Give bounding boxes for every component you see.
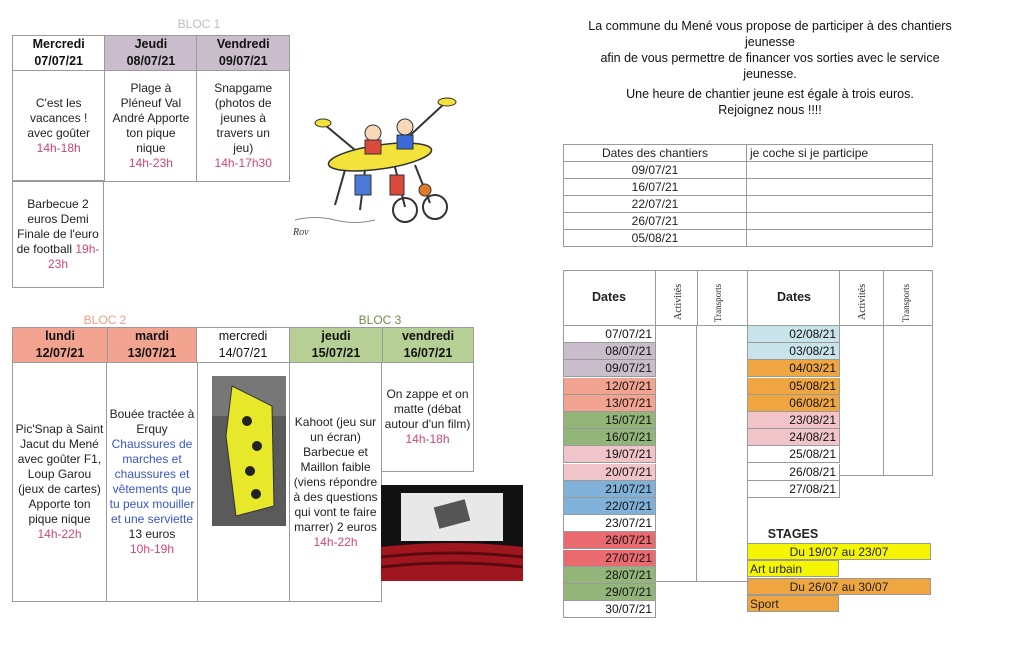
- kayak-illustration: [285, 95, 470, 245]
- bloc1-title: BLOC 1: [177, 17, 221, 31]
- inscription-date: 20/07/21: [563, 464, 656, 481]
- inscription-date: 16/07/21: [563, 429, 656, 446]
- transports-header-left: Transports: [713, 283, 723, 322]
- bloc1-header-jeudi: Jeudi 08/07/21: [105, 36, 197, 71]
- chantiers-table: [563, 144, 933, 247]
- chantier-date: 16/07/21: [564, 179, 747, 196]
- inscription-date: 03/08/21: [747, 343, 840, 360]
- inscription-date: 23/07/21: [563, 515, 656, 532]
- inscription-date: 02/08/21: [747, 326, 840, 343]
- inscription-date: 23/08/21: [747, 412, 840, 429]
- bloc2-header-mercredi: mercredi 14/07/21: [197, 328, 290, 363]
- inscription-date: 06/08/21: [747, 395, 840, 412]
- chantier-check[interactable]: [747, 179, 933, 196]
- bloc1-activity-jeudi: Plage à Pléneuf Val André Apporte ton pique nique 14h-23h: [105, 71, 197, 182]
- inscription-date: 04/03/21: [747, 360, 840, 377]
- inscription-date: 27/08/21: [747, 481, 840, 498]
- chantier-check[interactable]: [747, 230, 933, 247]
- bloc3-header-vendredi: vendredi 16/07/21: [383, 328, 474, 363]
- bouee-photo: [212, 376, 286, 526]
- inscription-date: 29/07/21: [563, 584, 656, 601]
- inscription-date: 25/08/21: [747, 446, 840, 463]
- stage1-dates: Du 19/07 au 23/07: [747, 543, 931, 560]
- inscription-date: 13/07/21: [563, 395, 656, 412]
- inscription-date: 28/07/21: [563, 567, 656, 584]
- inscription-date: 30/07/21: [563, 601, 656, 618]
- svg-text:Rov: Rov: [293, 227, 309, 238]
- activites-header-left: Activités: [673, 283, 684, 320]
- inscription-date: 21/07/21: [563, 481, 656, 498]
- chantier-date: 09/07/21: [564, 162, 747, 179]
- stage1-name: Art urbain: [747, 560, 839, 577]
- chantier-date: 22/07/21: [564, 196, 747, 213]
- bloc2-bloc3-table: [12, 327, 474, 363]
- chantier-check[interactable]: [747, 196, 933, 213]
- bloc1-activity-mercredi: C'est les vacances ! avec goûter 14h-18h: [13, 71, 105, 182]
- bloc2-header-mardi: mardi 13/07/21: [108, 328, 197, 363]
- bloc3-activity-jeudi: Kahoot (jeu sur un écran) Barbecue et Maillon faible (viens répondre à des questions qui vont te faire marrer) 2 euros 14h-22h: [289, 362, 382, 602]
- inscription-date: 26/07/21: [563, 532, 656, 549]
- activites-header-right: Activités: [857, 283, 868, 320]
- chantier-date: 26/07/21: [564, 213, 747, 230]
- chantier-check[interactable]: [747, 162, 933, 179]
- inscription-date: 15/07/21: [563, 412, 656, 429]
- inscription-date: 24/08/21: [747, 429, 840, 446]
- transports-header-right: Transports: [901, 283, 911, 322]
- bloc3-activity-vendredi: On zappe et on matte (débat autour d'un film) 14h-18h: [381, 362, 474, 472]
- inscription-table: [563, 270, 933, 638]
- bloc3-title: BLOC 3: [358, 313, 402, 327]
- inscription-date: 26/08/21: [747, 464, 840, 481]
- inscription-date: 09/07/21: [563, 360, 656, 377]
- chantier-date: 05/08/21: [564, 230, 747, 247]
- bloc1-activity-vendredi: Snapgame (photos de jeunes à travers un jeu) 14h-17h30: [197, 71, 290, 182]
- bloc2-activity-mardi: Bouée tractée à Erquy Chaussures de marches et chaussures et vêtements que tu peux mouiller et une serviette 13 euros 10h-19h: [106, 362, 198, 602]
- stage2-name: Sport: [747, 595, 839, 612]
- dates-header-left: Dates: [591, 290, 627, 304]
- inscription-date: 19/07/21: [563, 446, 656, 463]
- inscription-date: 27/07/21: [563, 550, 656, 567]
- bloc2-header-lundi: lundi 12/07/21: [13, 328, 108, 363]
- stages-label: STAGES: [767, 527, 819, 541]
- bloc2-activity-lundi: Pic'Snap à Saint Jacut du Mené avec goûter F1, Loup Garou (jeux de cartes) Apporte ton pique nique 14h-22h: [12, 362, 107, 602]
- bloc3-header-jeudi: jeudi 15/07/21: [290, 328, 383, 363]
- inscription-date: 12/07/21: [563, 378, 656, 395]
- inscription-date: 07/07/21: [563, 326, 656, 343]
- inscription-date: 22/07/21: [563, 498, 656, 515]
- stage2-dates: Du 26/07 au 30/07: [747, 578, 931, 595]
- intro-text: La commune du Mené vous propose de participer à des chantiers jeunesse afin de vous permettre de financer vos sorties avec le service jeunesse. Une heure de chantier jeune est égale à trois euros. Rejoignez nous !!!!: [588, 19, 952, 117]
- chantiers-col-check: je coche si je participe: [747, 145, 933, 162]
- dates-header-right: Dates: [776, 290, 812, 304]
- bloc1-header-mercredi: Mercredi 07/07/21: [13, 36, 105, 71]
- inscription-date: 05/08/21: [747, 378, 840, 395]
- bloc1-header-vendredi: Vendredi 09/07/21: [197, 36, 290, 71]
- chantiers-col-dates: Dates des chantiers: [564, 145, 747, 162]
- bloc1-table: [12, 35, 290, 182]
- cinema-image: [381, 485, 523, 581]
- bloc2-title: BLOC 2: [83, 313, 127, 327]
- inscription-date: 08/07/21: [563, 343, 656, 360]
- bloc1-extra-activity: Barbecue 2 euros Demi Finale de l'euro de football 19h-23h: [12, 180, 104, 288]
- chantier-check[interactable]: [747, 213, 933, 230]
